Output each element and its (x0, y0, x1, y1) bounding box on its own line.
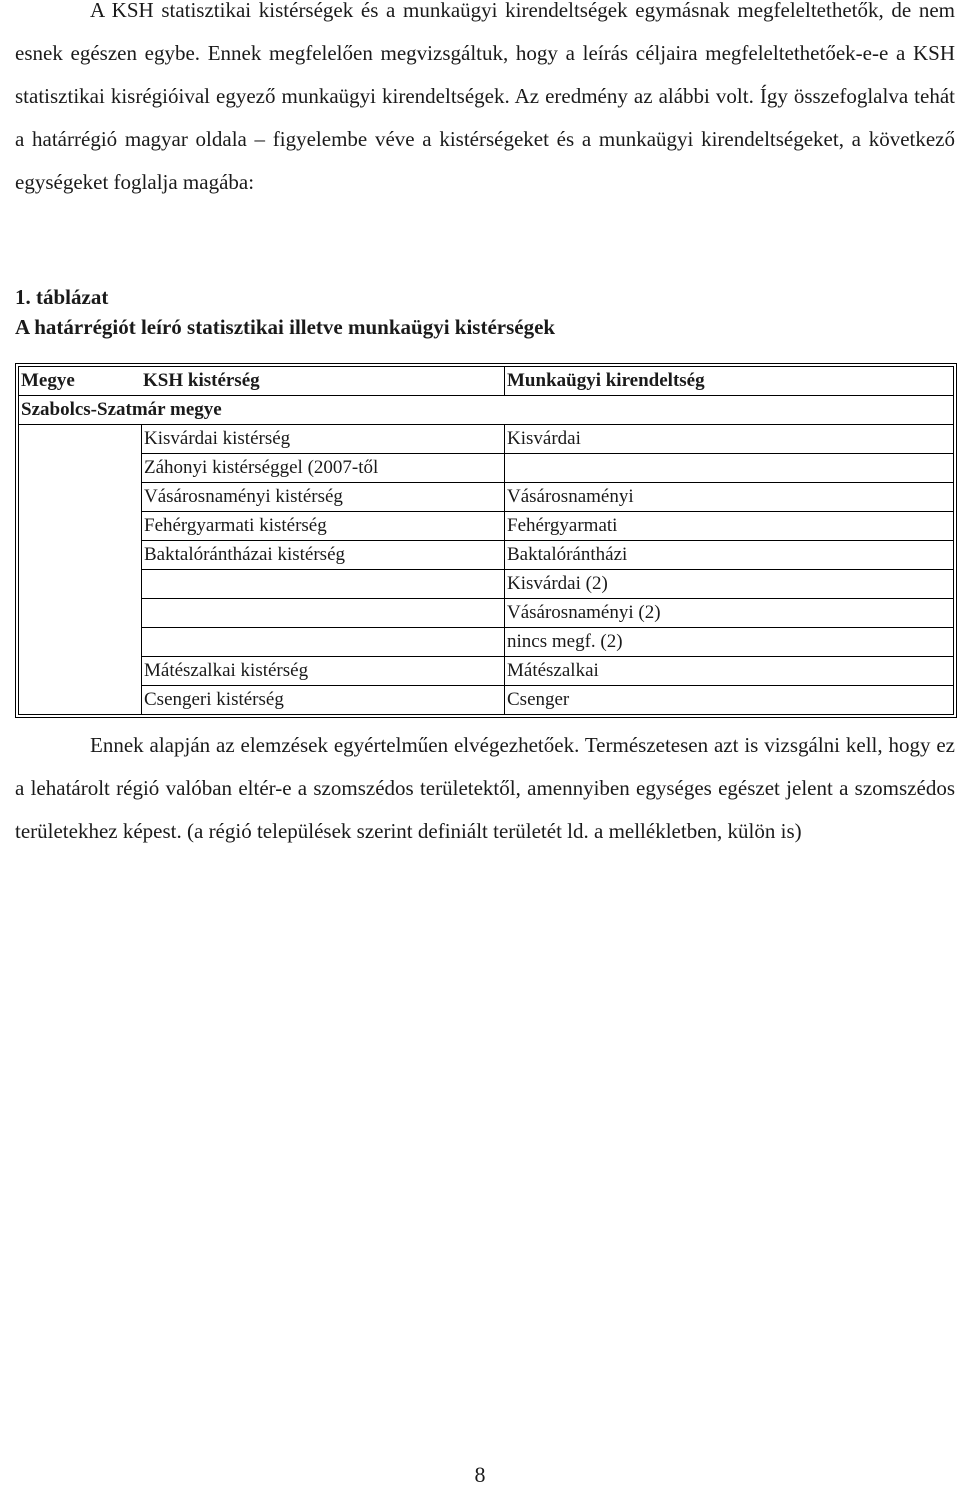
ksh-cell (141, 570, 505, 599)
ksh-cell: Fehérgyarmati kistérség (141, 512, 505, 541)
ksh-cell: Záhonyi kistérséggel (2007-től (141, 454, 505, 483)
header-munkaugyi-kirendeltseg: Munkaügyi kirendeltség (505, 366, 954, 396)
table-row (18, 512, 954, 541)
table-number: 1. táblázat (15, 285, 109, 309)
ksh-cell: Baktalórántházai kistérség (141, 541, 505, 570)
kirendeltseg-cell: nincs megf. (2) (505, 628, 954, 657)
intro-paragraph: A KSH statisztikai kistérségek és a munkaügyi kirendeltségek egymásnak megfeleltethetők, de nem esnek egészen egybe. Ennek megfelelően megvizsgáltuk, hogy a leírás céljaira megfeleltethetőek-e-e a KSH statisztikai kisrégióival egyező munkaügyi kirendeltségek. Az eredmény az alábbi volt. Így összefoglalva tehát a határrégió magyar oldala – figyelembe véve a kistérségeket és a munkaügyi kirendeltségeket, a következő egységeket foglalja magába: (15, 0, 955, 194)
kirendeltseg-cell: Baktalórántházi (505, 541, 954, 570)
county-name: Szabolcs-Szatmár megye (18, 396, 954, 425)
table-row (18, 599, 954, 628)
kirendeltseg-cell: Fehérgyarmati (505, 512, 954, 541)
closing-paragraph: Ennek alapján az elemzések egyértelműen elvégezhetőek. Természetesen azt is vizsgálni kell, hogy ez a lehatárolt régió valóban eltér-e a szomszédos területektől, amennyiben egységes egészet jelent a szomszédos területekhez képest. (a régió települések szerint definiált területét ld. a mellékletben, külön is) (15, 733, 955, 843)
table-row (18, 541, 954, 570)
kirendeltseg-cell: Vásárosnaményi (505, 483, 954, 512)
table-row (18, 425, 954, 454)
ksh-cell: Vásárosnaményi kistérség (141, 483, 505, 512)
ksh-cell (141, 628, 505, 657)
kirendeltseg-cell: Kisvárdai (2) (505, 570, 954, 599)
table-row (18, 483, 954, 512)
kisterseg-table (15, 363, 957, 718)
kirendeltseg-cell: Csenger (505, 686, 954, 715)
ksh-cell: Csengeri kistérség (141, 686, 505, 715)
table-row (18, 454, 954, 483)
table-caption (15, 282, 555, 342)
ksh-cell (141, 599, 505, 628)
table-row (18, 686, 954, 715)
kirendeltseg-cell: Mátészalkai (505, 657, 954, 686)
table-header-row (18, 366, 954, 396)
kirendeltseg-cell (505, 454, 954, 483)
ksh-cell: Kisvárdai kistérség (141, 425, 505, 454)
kirendeltseg-cell: Kisvárdai (505, 425, 954, 454)
ksh-cell: Mátészalkai kistérség (141, 657, 505, 686)
header-megye: Megye (18, 366, 141, 396)
table-row (18, 570, 954, 599)
table-title: A határrégiót leíró statisztikai illetve munkaügyi kistérségek (15, 315, 556, 339)
table-row (18, 628, 954, 657)
header-ksh-kisterseg: KSH kistérség (141, 366, 505, 396)
page-number: 8 (474, 1462, 486, 1487)
county-row (18, 396, 954, 425)
kirendeltseg-cell: Vásárosnaményi (2) (505, 599, 954, 628)
table-row (18, 657, 954, 686)
